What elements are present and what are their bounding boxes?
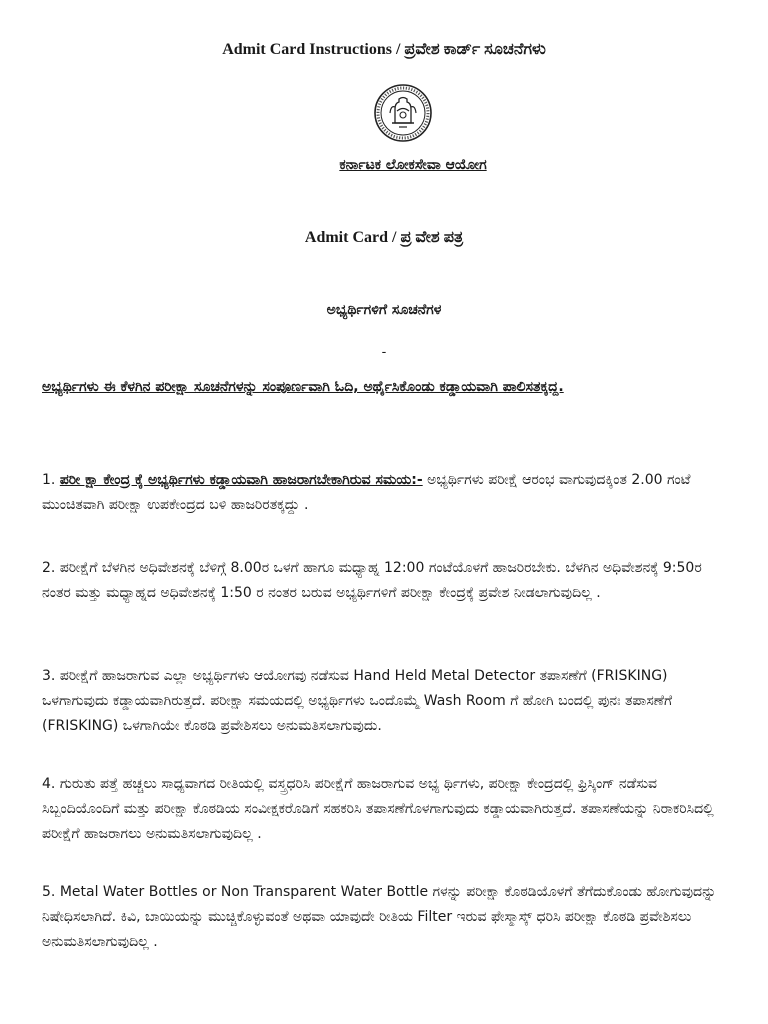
instruction-item-4 bbox=[42, 772, 732, 847]
instruction-number: 5. bbox=[42, 884, 56, 900]
instruction-item-2 bbox=[42, 556, 732, 606]
instruction-item-5 bbox=[42, 880, 732, 955]
page-title: Admit Card Instructions / ಪ್ರವೇಶ ಕಾರ್ಡ್ ಸೂಚನೆಗಳು bbox=[222, 41, 546, 58]
instruction-text: Metal Water Bottles or Non Transparent Water Bottle ಗಳನ್ನು ಪರೀಕ್ಷಾ ಕೊಠಡಿಯೊಳಗೆ ತೆಗೆದುಕೊಂಡು ಹೋಗುವುದನ್ನು ನಿಷೇಧಿಸಲಾಗಿದೆ. ಕಿವಿ, ಬಾಯಿಯನ್ನು ಮುಚ್ಚಿಕೊಳ್ಳುವಂತೆ ಅಥವಾ ಯಾವುದೇ ರೀತಿಯ Filter ಇರುವ ಫೇಸ್ಮಾಸ್ಕ್ ಧರಿಸಿ ಪರೀಕ್ಷಾ ಕೊಠಡಿ ಪ್ರವೇಶಿಸಲು ಅನುಮತಿಸಲಾಗುವುದಿಲ್ಲ . bbox=[42, 884, 717, 950]
instruction-lead: ಪರೀ ಕ್ಷಾ ಕೇಂದ್ರ ಕ್ಕೆ ಅಭ್ಯರ್ಥಿಗಳು ಕಡ್ಡಾಯವಾಗಿ ಹಾಜರಾಗಬೇಕಾಗಿರುವ ಸಮಯ:- bbox=[59, 472, 423, 488]
instruction-text: ಪರೀಕ್ಷೆಗೆ ಹಾಜರಾಗುವ ಎಲ್ಲಾ ಅಭ್ಯರ್ಥಿಗಳು ಆಯೋಗವು ನಡೆಸುವ Hand Held Metal Detector ತಪಾಸಣೆಗೆ (FRISKING) ಒಳಗಾಗುವುದು ಕಡ್ಡಾಯವಾಗಿರುತ್ತದೆ. ಪರೀಕ್ಷಾ ಸಮಯದಲ್ಲಿ ಅಭ್ಯರ್ಥಿಗಳು ಒಂದೊಮ್ಮೆ Wash Room ಗೆ ಹೋಗಿ ಬಂದಲ್ಲಿ ಪುನಃ ತಪಾಸಣೆಗೆ (FRISKING) ಒಳಗಾಗಿಯೇ ಕೊಠಡಿ ಪ್ರವೇಶಿಸಲು ಅನುಮತಿಸಲಾಗುವುದು. bbox=[42, 668, 673, 734]
intro-paragraph: ಅಭ್ಯರ್ಥಿಗಳು ಈ ಕೆಳಗಿನ ಪರೀಕ್ಷಾ ಸೂಚನೆಗಳನ್ನು ಸಂಪೂರ್ಣವಾಗಿ ಓದಿ, ಅರ್ಥೈಸಿಕೊಂಡು ಕಡ್ಡಾಯವಾಗಿ ಪಾಲಿಸತಕ್ಕದ್ದ. bbox=[42, 379, 564, 395]
instruction-number: 3. bbox=[42, 668, 56, 684]
instructions-heading: ಅಭ್ಯರ್ಥಿಗಳಿಗೆ ಸೂಚನೆಗಳ bbox=[326, 302, 442, 318]
commission-name: ಕರ್ನಾಟಕ ಲೋಕಸೇವಾ ಆಯೋಗ bbox=[339, 157, 487, 173]
instruction-item-3 bbox=[42, 664, 732, 739]
instruction-item-1 bbox=[42, 468, 732, 518]
instruction-number: 1. bbox=[42, 472, 56, 488]
admit-card-heading: Admit Card / ಪ್ರ ವೇಶ ಪತ್ರ bbox=[304, 229, 464, 246]
karnataka-emblem-icon bbox=[373, 83, 433, 143]
separator-dash: - bbox=[381, 345, 387, 360]
instruction-text: ಅಭ್ಯರ್ಥಿಗಳು ಪರೀಕ್ಷೆ ಆರಂಭ ವಾಗುವುದಕ್ಕಿಂತ 2.00 ಗಂಟೆ ಮುಂಚಿತವಾಗಿ ಪರೀಕ್ಷಾ ಉಪಕೇಂದ್ರದ ಬಳಿ ಹಾಜರಿರತಕ್ಕದ್ದು . bbox=[42, 472, 691, 513]
instruction-number: 2. bbox=[42, 560, 56, 576]
instruction-text: ಗುರುತು ಪತ್ತೆ ಹಚ್ಚಲು ಸಾಧ್ಯವಾಗದ ರೀತಿಯಲ್ಲಿ ವಸ್ತ್ರಧರಿಸಿ ಪರೀಕ್ಷೆಗೆ ಹಾಜರಾಗುವ ಅಭ್ಯ ರ್ಥಿಗಳು, ಪರೀಕ್ಷಾ ಕೇಂದ್ರದಲ್ಲಿ ಫ್ರಿಸ್ಕಿಂಗ್ ನಡೆಸುವ ಸಿಬ್ಬಂದಿಯೊಂದಿಗೆ ಮತ್ತು ಪರೀಕ್ಷಾ ಕೊಠಡಿಯ ಸಂವೀಕ್ಷಕರೊಡಿಗೆ ಸಹಕರಿಸಿ ತಪಾಸಣೆಗೊಳಗಾಗುವುದು ಕಡ್ಡಾಯವಾಗಿರುತ್ತದೆ. ತಪಾಸಣೆಯನ್ನು ನಿರಾಕರಿಸಿದಲ್ಲಿ ಪರೀಕ್ಷೆಗೆ ಹಾಜರಾಗಲು ಅನುಮತಿಸಲಾಗುವುದಿಲ್ಲ . bbox=[42, 776, 714, 842]
instruction-number: 4. bbox=[42, 776, 56, 792]
instruction-text: ಪರೀಕ್ಷೆಗೆ ಬೆಳಗಿನ ಅಧಿವೇಶನಕ್ಕೆ ಬೆಳಿಗ್ಗೆ 8.00ರ ಒಳಗೆ ಹಾಗೂ ಮಧ್ಯಾಹ್ನ 12:00 ಗಂಟೆಯೊಳಗೆ ಹಾಜರಿರಬೇಕು. ಬೆಳಗಿನ ಅಧಿವೇಶನಕ್ಕೆ 9:50ರ ನಂತರ ಮತ್ತು ಮಧ್ಯಾಹ್ನದ ಅಧಿವೇಶನಕ್ಕೆ 1:50 ರ ನಂತರ ಬರುವ ಅಭ್ಯರ್ಥಿಗಳಿಗೆ ಪರೀಕ್ಷಾ ಕೇಂದ್ರಕ್ಕೆ ಪ್ರವೇಶ ನೀಡಲಾಗುವುದಿಲ್ಲ . bbox=[42, 560, 702, 601]
